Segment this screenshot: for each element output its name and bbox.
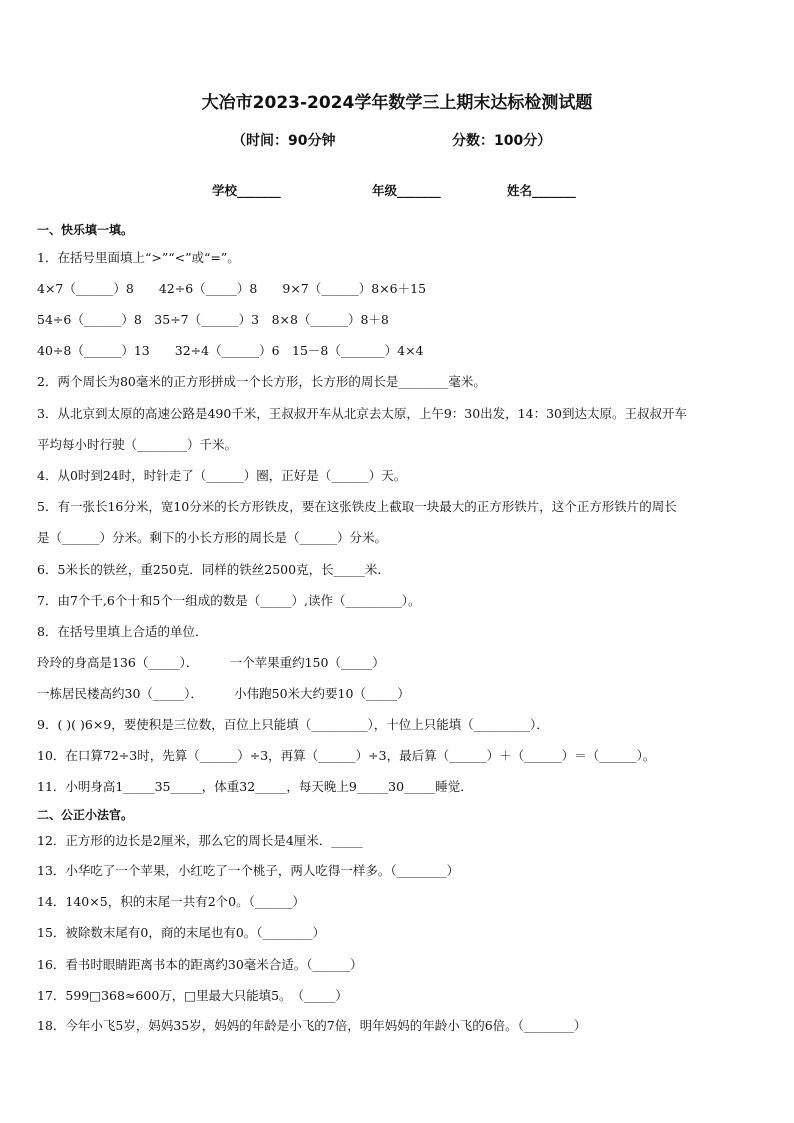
- section-heading-2: 二、公正小法官。: [37, 808, 134, 822]
- question-line: 11．小明身高1_____35_____，体重32_____，每天晚上9_____30_____睡觉．: [37, 779, 473, 794]
- name-field: 姓名_______: [507, 183, 576, 198]
- question-line: 8．在括号里填上合适的单位．: [37, 624, 208, 639]
- question-line: 平均每小时行驶（________）千米。: [37, 437, 238, 452]
- question-line: 3．从北京到太原的高速公路是490千米，王叔叔开车从北京去太原，上午9：30出发，14：30到达太原。王叔叔开车: [37, 406, 687, 421]
- question-line: 4×7（______）8 42÷6（_____）8 9×7（______）8×6＋15: [37, 281, 427, 296]
- question-line: 13．小华吃了一个苹果，小红吃了一个桃子，两人吃得一样多。（________）: [37, 863, 460, 878]
- question-line: 4．从0时到24时，时针走了（______）圈，正好是（______）天。: [37, 468, 407, 483]
- question-line: 18．今年小飞5岁，妈妈35岁，妈妈的年龄是小飞的7倍，明年妈妈的年龄小飞的6倍。（________）: [37, 1018, 587, 1033]
- question-line: 16．看书时眼睛距离书本的距离约30毫米合适。（______）: [37, 957, 363, 972]
- question-line: 一栋居民楼高约30（_____）． 小伟跑50米大约要10（_____）: [37, 686, 410, 701]
- question-line: 14．140×5，积的末尾一共有2个0。（______）: [37, 894, 305, 909]
- question-line: 7．由7个千,6个十和5个一组成的数是（_____）,读作（_________）。: [37, 593, 421, 608]
- question-line: 1．在括号里面填上“>”“<”或“=”。: [37, 250, 240, 265]
- question-line: 5．有一张长16分米，宽10分米的长方形铁皮，要在这张铁皮上截取一块最大的正方形铁片，这个正方形铁片的周长: [37, 499, 677, 514]
- question-line: 是（______）分米。剩下的小长方形的周长是（______）分米。: [37, 530, 388, 545]
- school-field: 学校_______: [212, 183, 281, 198]
- question-line: 10．在口算72÷3时，先算（______）÷3，再算（______）÷3，最后算（______）＋（______）＝（______）。: [37, 748, 656, 763]
- question-line: 17．599□368≈600万，□里最大只能填5。 （_____）: [37, 988, 348, 1003]
- question-line: 6．5米长的铁丝，重250克．同样的铁丝2500克，长_____米．: [37, 562, 390, 577]
- question-line: 玲玲的身高是136（_____）． 一个苹果重约150（_____）: [37, 655, 385, 670]
- question-line: 15．被除数末尾有0，商的末尾也有0。（________）: [37, 925, 326, 940]
- question-line: 40÷8（______）13 32÷4（______）6 15－8（_______）4×4: [37, 343, 424, 358]
- question-line: 54÷6（______）8 35÷7（______）3 8×8（______）8＋8: [37, 312, 389, 327]
- question-line: 2．两个周长为80毫米的正方形拼成一个长方形，长方形的周长是________毫米。: [37, 374, 486, 389]
- question-line: 9．( )( )6×9，要使积是三位数，百位上只能填（_________），十位上只能填（_________）．: [37, 717, 549, 732]
- score-label: 分数：100分）: [452, 133, 552, 149]
- question-line: 12．正方形的边长是2厘米，那么它的周长是4厘米．_____: [37, 833, 363, 848]
- time-label: （时间：90分钟: [232, 133, 336, 149]
- section-heading-1: 一、快乐填一填。: [37, 223, 134, 237]
- grade-field: 年级_______: [372, 183, 441, 198]
- page-title: 大冶市2023-2024学年数学三上期末达标检测试题: [201, 93, 593, 113]
